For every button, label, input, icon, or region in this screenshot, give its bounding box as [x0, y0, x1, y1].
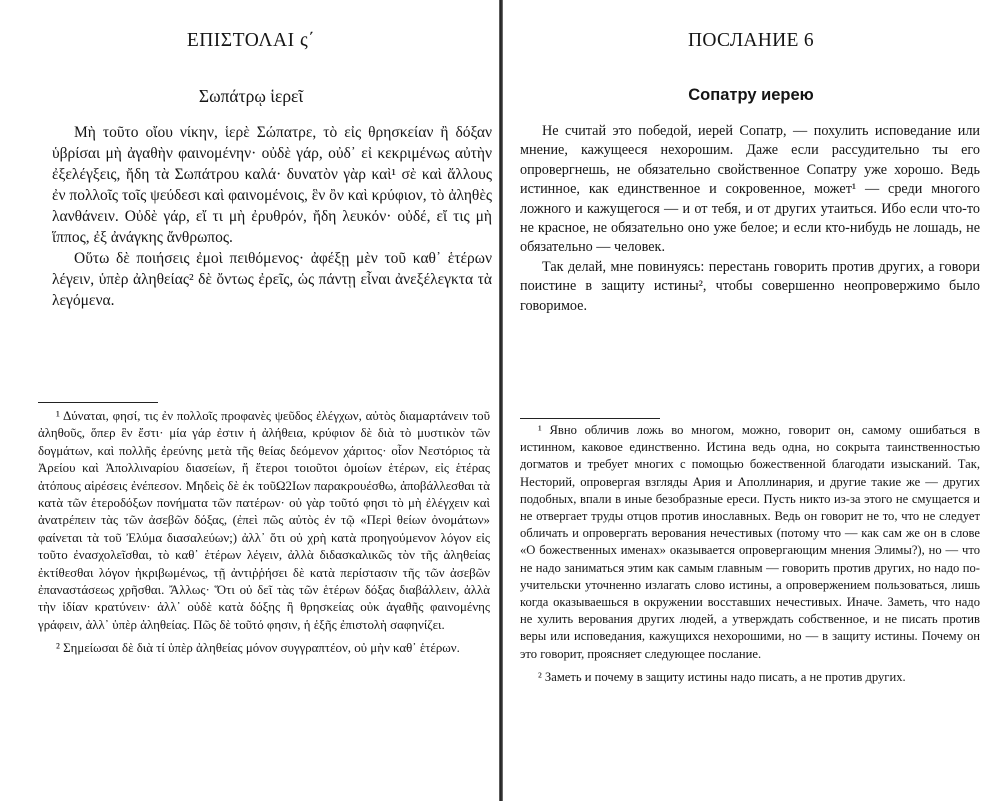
left-footnote-rule — [38, 402, 158, 403]
left-body-paragraph: Οὕτω δὲ ποιήσεις ἐμοὶ πειθόμενος· ἀφέξῃ μὲν τοῦ καθ᾿ ἑτέρων λέγειν, ὑπὲρ ἀληθείας² δὲ ὄντως ἐρεῖς, ὡς πάντῃ εἶναι ἀνεξέλεγκτα τὰ λεγόμενα. — [52, 250, 492, 309]
right-footnote: ¹ Явно обличив ложь во многом, можно, говорит он, самому ошибаться в истинном, каковое единственно. Истина ведь одна, но сокрыта таинственностью догматов и требует многих с помощью божественной благодати изысканий. Так, Несторий, опровергая взгляды Ария и Аполлинария, и другие такие же — других подобных, впали в иные безобразные ереси. Пусть никто из-за этого не смущается и не отвергает труды отцов против инославных. Ведь он говорит не то, что не следует обличать и опровергать верования нечестивых (потому что — как сам же он в слове «О божественных именах» оказывается опровергающим мнения Элимы?), но — что не надо заниматься этим как самым главным — говорить против других, но надо по-учительски уточненно излагать слово истины, а опровержением пользоваться, лишь когда оказываешься в окружении восставших нечестивых. Иначе. Заметь, что надо не хулить верования других людей, а утверждать собственное, и не писать против веры или исповедания, кажущихся нехорошими, но — в защиту истины. Почему он это говорит, проясняет следующее послание. — [520, 423, 980, 661]
left-body-text — [52, 122, 492, 311]
right-running-head: ПОСЛАНИЕ 6 — [688, 30, 814, 51]
right-body-text — [520, 122, 980, 316]
left-footnotes — [38, 408, 490, 664]
left-body-paragraph: Μὴ τοῦτο οἴου νίκην, ἱερὲ Σώπατρε, τὸ εἰς θρησκείαν ἢ δόξαν ὑβρίσαι μὴ ἀγαθὴν φαινομένην· οὐδὲ γάρ, οὐδ᾿ εἰ κεκριμένως αὐτὴν ἐξελέγξεις, ἤδη τὰ Σωπάτρου καλά· δυνατὸν γὰρ καὶ¹ σὲ καὶ ἄλλους ἐν πολλοῖς τοῖς ψεύδεσι καὶ φαινομένοις, ἓν ὂν καὶ κρύφιον, τὸ ἀληθὲς λανθάνειν. Οὐδὲ γάρ, εἴ τι μὴ ἐρυθρόν, ἤδη λευκόν· οὐδέ, εἴ τις μὴ ἵππος, ἐξ ἀνάγκης ἄνθρωπος. — [52, 124, 492, 246]
right-footnote: ² Заметь и почему в защиту истины надо писать, а не против других. — [538, 669, 906, 684]
right-body-paragraph: Не считай это победой, иерей Сопатр, — похулить исповедание или мнение, кажущееся нехорошим. Даже если рассудительно ты его опровергнешь, не обязательно свойственное Сопатру уже хорошо. Ведь истинное, как единственное и сокровенное, может¹ — среди многого ложного и кажущегося — и от тебя, и от других утаиться. Ибо если что-то не красное, не обязательно оно уже белое; и если кто-нибудь не лошадь, не обязательно — человек. — [520, 123, 980, 256]
left-footnote: ¹ Δύναται, φησί, τις ἐν πολλοῖς προφανὲς ψεῦδος ἐλέγχων, αὐτὸς διαμαρτάνειν τοῦ ἀληθοῦς, ὅπερ ἓν ἔστι· μία γάρ ἐστιν ἡ ἀλήθεια, κρύφιον δὲ διὰ τὸ μυστικὸν τῶν δογμάτων, καὶ πολλῆς ἐρεύνης μετὰ τῆς θείας δεόμενον χάριτος· οἷον Νεστόριος τὰ Ἀρείου καὶ Ἀπολλιναρίου διασείων, ἥ ἕτεροι τοιοῦτοι ὁμοίων ἑτέρων, εἰς ἑτέρας ἀτόπους αἱρέσεις ἐνέπεσον. Μηδεὶς δὲ ἐκ τοῦΩ2Ιων παρακρουέσθω, ἀποβάλλεσθαι τὰ κατὰ τῶν ἑτεροδόξων πονήματα τῶν πατέρων· οὐ γὰρ τοῦτό φησι τὸ μὴ ἐλέγχειν καὶ ἀνατρέπειν τὰς τῶν ἀσεβῶν δόξας, (ἐπεὶ πῶς αὐτὸς ἐν τῷ «Περὶ θείων ὀνομάτων» φαίνεται τὰ τοῦ Ἐλύμα διασαλεύων;) ἀλλ᾿ ὅτι οὐ χρὴ κατὰ προηγούμενον λόγον εἰς τοῦτο ἐνασχολεῖσθαι, τὸ καθ᾿ ἑτέρων λέγειν, ἀλλὰ διδασκαλικῶς τὸν τῆς ἀληθείας ἐκτίθεσθαι λόγον ἠκριβωμένως, τῇ ἀντιῤῥήσει δὲ κατὰ περίστασιν τῆς τῶν ἀσεβῶν ἐπαναστάσεως χρῆσθαι. Ἄλλως· Ὅτι οὐ δεῖ τὰς τῶν ἑτέρων δόξας διαβάλλειν, ἀλλὰ τὴν ἰδίαν κρατύνειν· ἀλλ᾿ οὐδὲ κατὰ δόξης ἢ θρησκείας οὐκ ἀγαθῆς φαινομένης γράφειν, ἀλλ᾿ ὑπὲρ ἀληθείας. Πῶς δὲ τοῦτό φησιν, ἡ ἑξῆς ἐπιστολὴ σαφηνίζει. — [38, 409, 490, 632]
right-footnotes — [520, 422, 980, 692]
right-letter-title: Сопатру иерею — [688, 86, 814, 104]
left-letter-title: Σωπάτρῳ ἱερεῖ — [198, 86, 304, 106]
right-page — [502, 0, 1000, 801]
right-body-paragraph: Так делай, мне повинуясь: перестань говорить против других, а говори поистине в защиту истины², чтобы совершенно неопровержимо было говоримое. — [520, 258, 980, 314]
left-footnote: ² Σημείωσαι δὲ διὰ τί ὑπὲρ ἀληθείας μόνον συγγραπτέον, οὐ μὴν καθ᾿ ἑτέρων. — [56, 641, 460, 656]
left-running-head: ΕΠΙΣΤΟΛΑΙ ς΄ — [186, 30, 316, 51]
right-footnote-rule — [520, 418, 660, 419]
